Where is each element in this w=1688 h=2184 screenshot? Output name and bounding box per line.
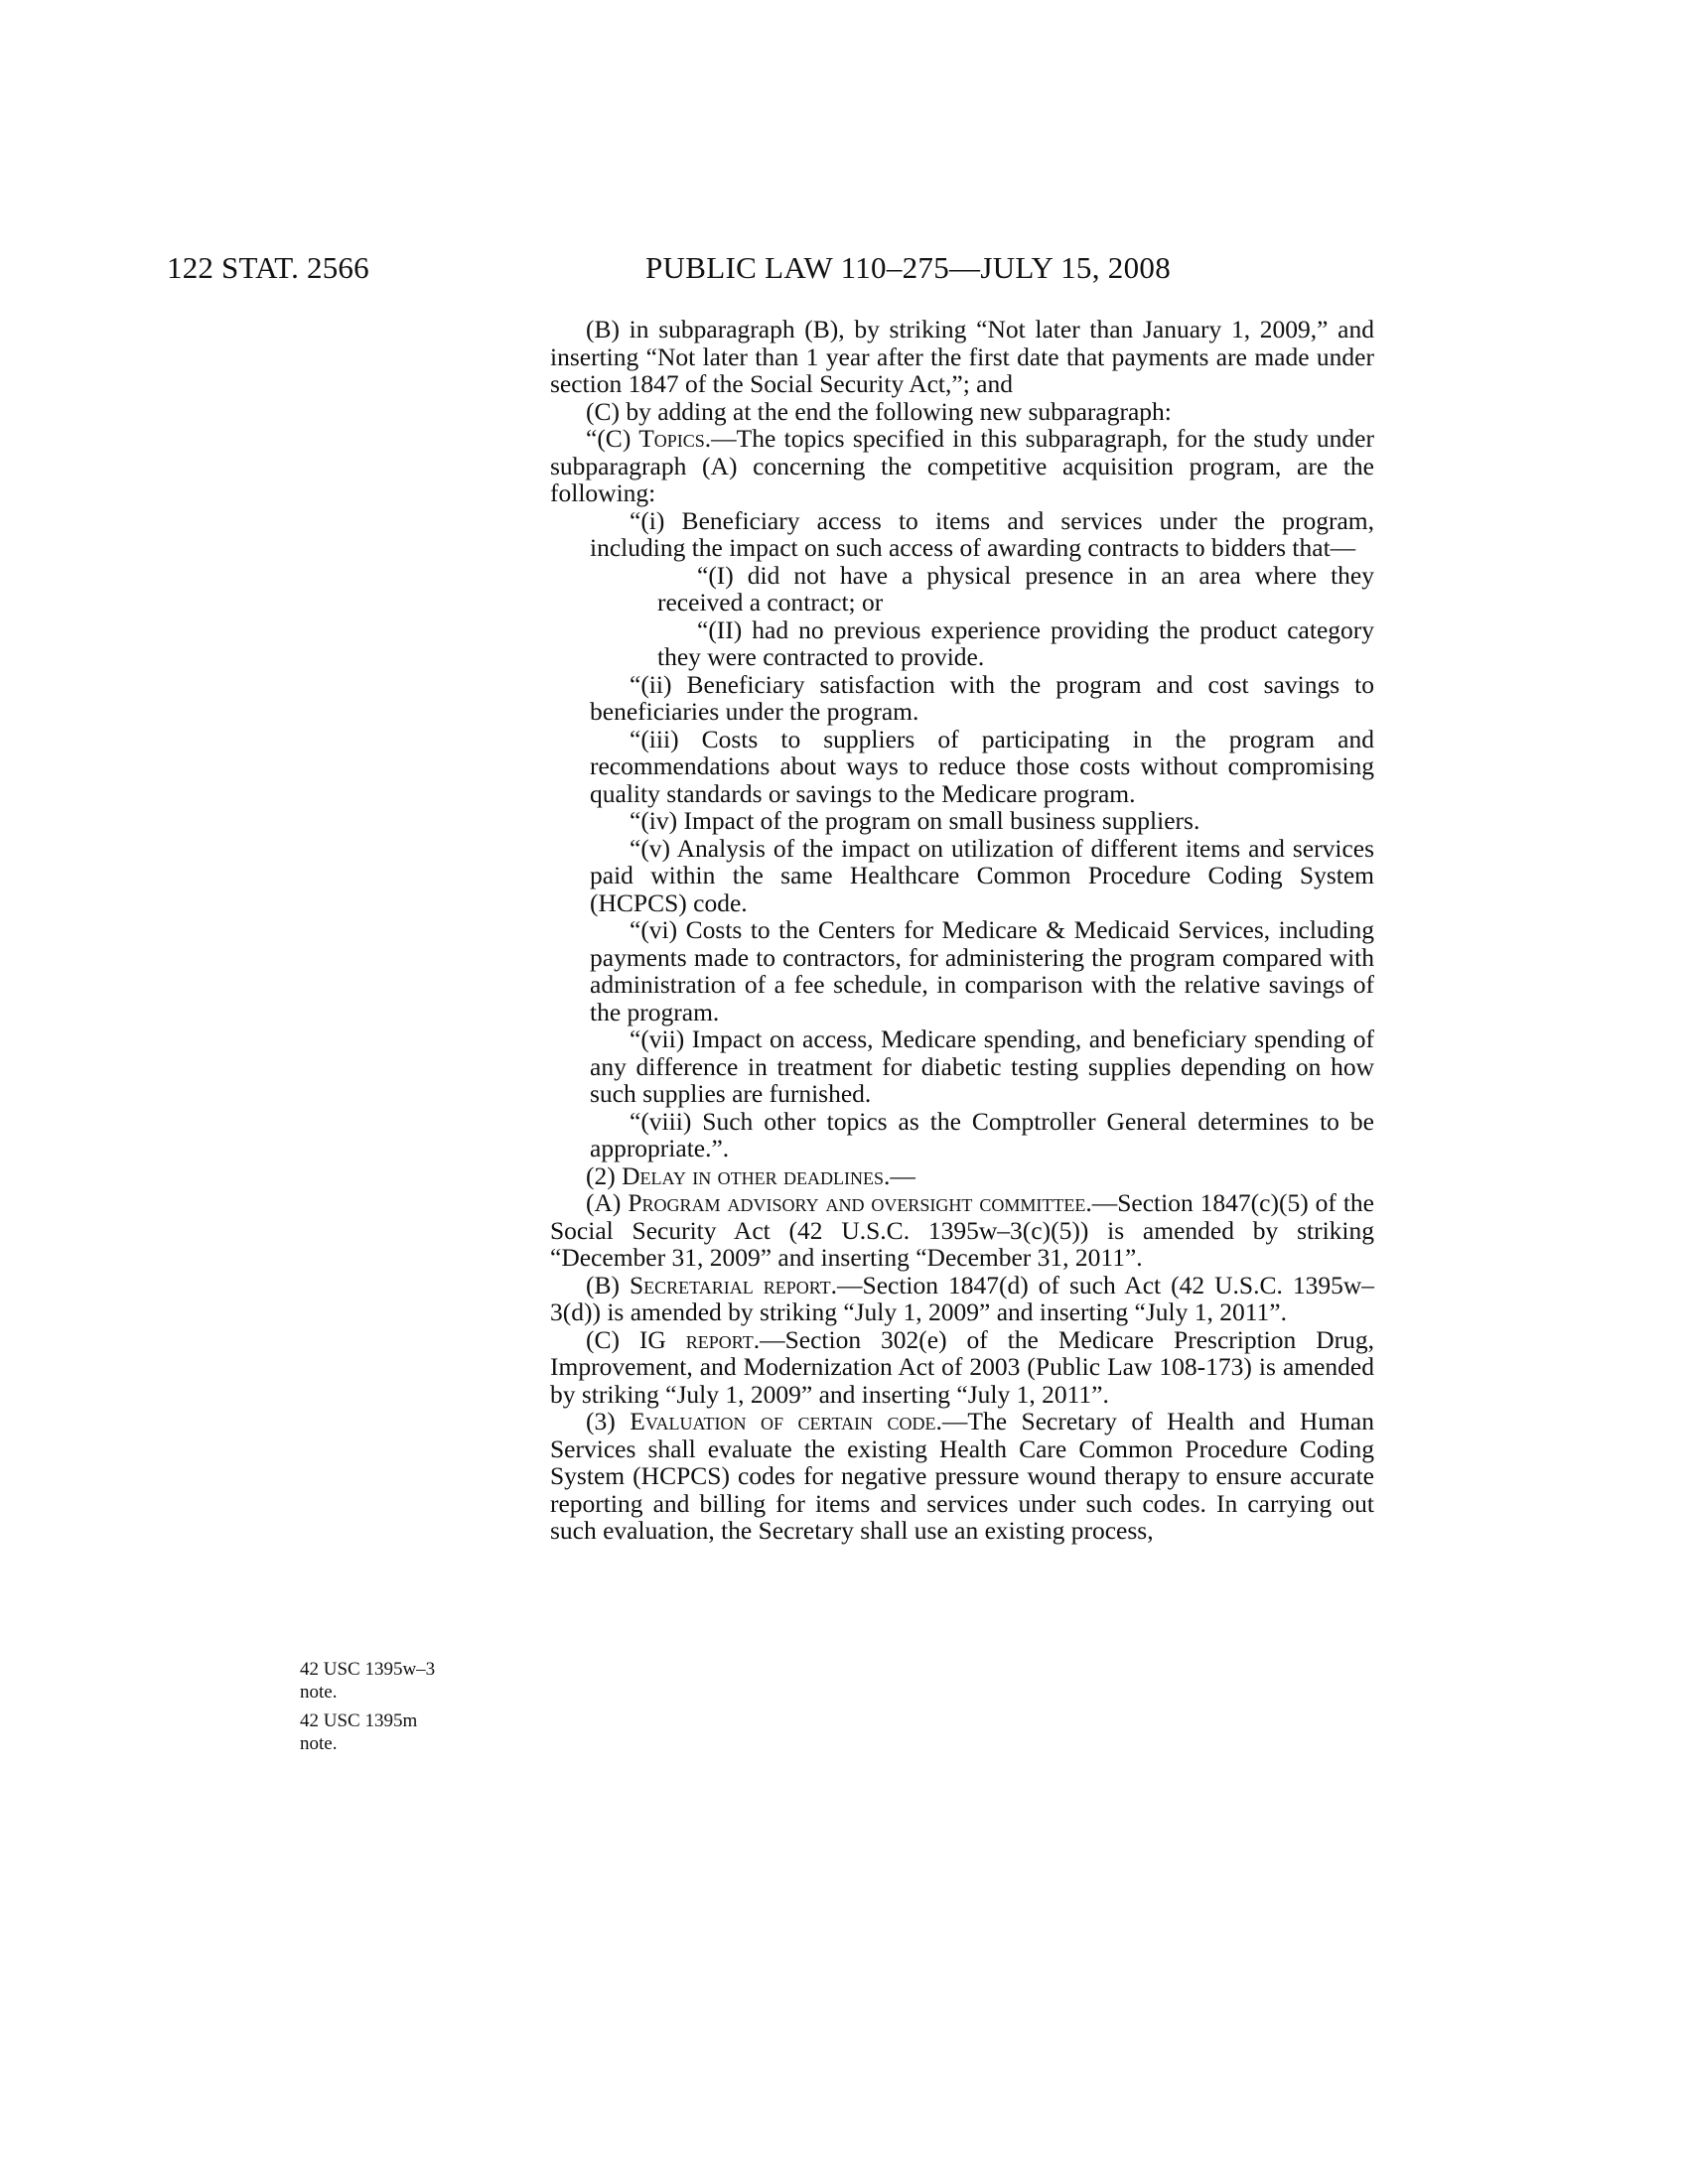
paragraph-c-adding	[550, 398, 1374, 426]
paragraph-heading: “(C) Topics.—	[586, 424, 737, 453]
paragraph-text: Section 302(e) of the Medicare Prescription Drug, Improvement, and Modernization Act of 2003 (Public Law 108-173) is amended by striking “July 1, 2009” and inserting “July 1, 2011”.	[550, 1324, 1374, 1409]
stat-page-number: 122 STAT. 2566	[167, 250, 369, 285]
paragraph-heading: (A) Program advisory and oversight committee.—	[586, 1188, 1118, 1217]
paragraph-text: “(i) Beneficiary access to items and services under the program, including the impact on such access of awarding contracts to bidders that—	[590, 505, 1374, 562]
paragraph-text: “(iii) Costs to suppliers of participating in the program and recommendations about ways to reduce those costs without compromising quality standards or savings to the Medicare program.	[590, 724, 1374, 808]
paragraph-topic-vi	[550, 916, 1374, 1025]
paragraph-topic-i-II	[550, 616, 1374, 671]
paragraph-text: (B) in subparagraph (B), by striking “Not later than January 1, 2009,” and inserting “Not later than 1 year after the first date that payments are made under section 1847 of the Social Security Act,”; and	[550, 315, 1374, 398]
paragraph-topic-iii	[550, 726, 1374, 808]
paragraph-text: “(v) Analysis of the impact on utilization of different items and services paid within the same Healthcare Common Procedure Coding System (HCPCS) code.	[590, 833, 1374, 917]
paragraph-evaluation	[550, 1408, 1374, 1545]
paragraph-delay	[550, 1162, 1374, 1190]
paragraph-heading: (2) Delay in other deadlines.—	[586, 1160, 915, 1190]
paragraph-text: The Secretary of Health and Human Services shall evaluate the existing Health Care Common Procedure Coding System (HCPCS) codes for negative pressure wound therapy to ensure accurate reporting and billing for items and services under such codes. In carrying out such evaluation, the Secretary shall use an existing process,	[550, 1407, 1374, 1545]
law-title: PUBLIC LAW 110–275—JULY 15, 2008	[645, 250, 1172, 285]
paragraph-topic-viii	[550, 1108, 1374, 1162]
paragraph-text: The topics specified in this subparagraph, for the study under subparagraph (A) concerning the competitive acquisition program, are the following:	[550, 424, 1374, 507]
margin-note-line: 42 USC 1395w–3	[300, 1659, 436, 1680]
margin-notes	[300, 1658, 498, 1761]
paragraph-heading: (3) Evaluation of certain code.—	[586, 1407, 968, 1435]
margin-note-line: note.	[300, 1733, 338, 1754]
paragraph-text: (C) by adding at the end the following new subparagraph:	[586, 396, 1172, 426]
paragraph-heading: (C) IG report.—	[586, 1324, 785, 1354]
paragraph-text: “(iv) Impact of the program on small business suppliers.	[630, 806, 1200, 835]
paragraph-topic-i	[550, 507, 1374, 562]
paragraph-text: “(vii) Impact on access, Medicare spending, and beneficiary spending of any difference in treatment for diabetic testing supplies depending on how such supplies are furnished.	[590, 1024, 1374, 1108]
paragraph-text: “(II) had no previous experience providing the product category they were contracted to provide.	[657, 614, 1374, 671]
paragraph-topic-i-I	[550, 562, 1374, 616]
paragraph-topic-v	[550, 835, 1374, 917]
paragraph-c-topics	[550, 425, 1374, 507]
paragraph-text: “(vi) Costs to the Centers for Medicare & Medicaid Services, including payments made to contractors, for administering the program compared with administration of a fee schedule, in comparison with the relative savings of the program.	[590, 915, 1374, 1026]
margin-note	[300, 1709, 498, 1755]
statute-body	[550, 316, 1374, 1545]
paragraph-text: “(I) did not have a physical presence in an area where they received a contract; or	[657, 560, 1374, 616]
margin-note-line: 42 USC 1395m	[300, 1710, 418, 1731]
paragraph-text: “(viii) Such other topics as the Comptroller General determines to be appropriate.”.	[590, 1106, 1374, 1162]
paragraph-delay-a	[550, 1189, 1374, 1272]
paragraph-text: Section 1847(c)(5) of the Social Security Act (42 U.S.C. 1395w–3(c)(5)) is amended by striking “December 31, 2009” and inserting “December 31, 2011”.	[550, 1188, 1375, 1272]
paragraph-heading: (B) Secretarial report.—	[586, 1270, 863, 1299]
paragraph-topic-ii	[550, 671, 1374, 726]
paragraph-topic-iv	[550, 807, 1374, 835]
margin-note	[300, 1658, 498, 1704]
paragraph-text: Section 1847(d) of such Act (42 U.S.C. 1395w–3(d)) is amended by striking “July 1, 2009” and inserting “July 1, 2011”.	[550, 1270, 1374, 1326]
paragraph-delay-c	[550, 1326, 1374, 1409]
margin-note-line: note.	[300, 1682, 338, 1703]
paragraph-text: “(ii) Beneficiary satisfaction with the program and cost savings to beneficiaries under the program.	[590, 669, 1374, 726]
paragraph-b-subpara	[550, 316, 1374, 398]
paragraph-topic-vii	[550, 1025, 1374, 1108]
paragraph-delay-b	[550, 1272, 1374, 1326]
